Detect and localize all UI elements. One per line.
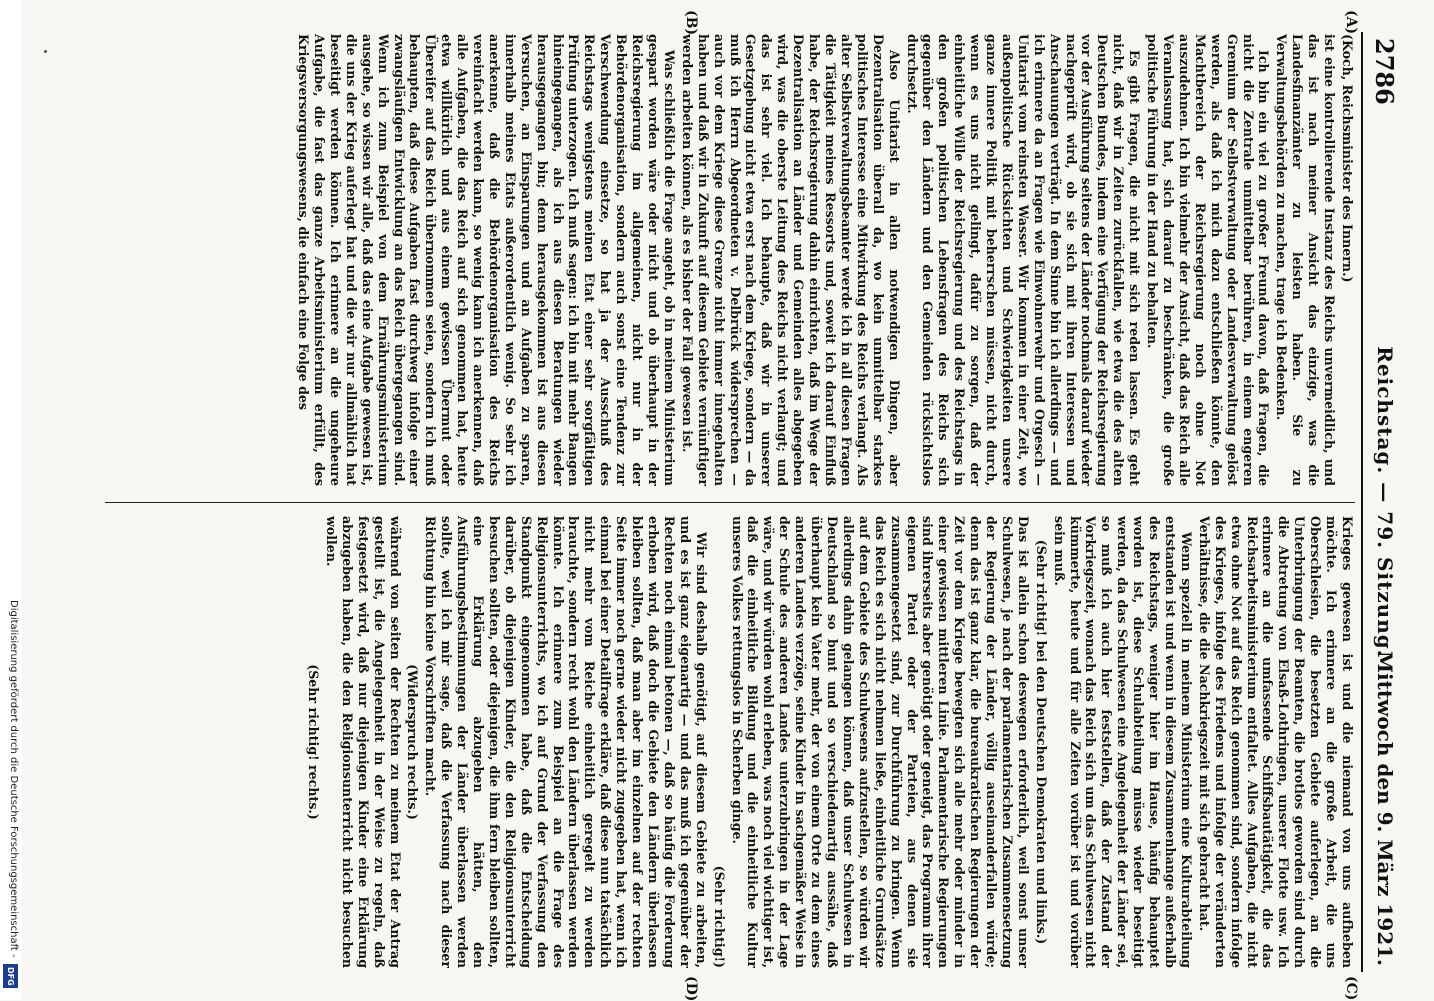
right-paragraph: Krieges gewesen ist und die niemand von uns aufheben möchte. Ich erinnere an die große Arbeit, die uns Oberschlesien, die besetzten Gebiete auferlegen, an die Unterbringung der Beamten, die brotlos geworden sind durch die Abtretung von Elsaß-Lothringen, unserer Flotte usw. Ich erinnere an die umfassende Schiffsbautätigkeit, die das Reichsarbeitsministerium entfaltet. Alles Aufgaben, die nicht etwa ohne Not auf das Reich genommen sind, sondern infolge des Krieges, infolge des Friedens und infolge der veränderten Verhältnisse, die die Nachkriegszeit mit sich gebracht hat. xyxy=(1196,516,1355,968)
interjection: (Sehr richtig! bei den Deutschen Demokraten und links.) xyxy=(1033,539,1049,945)
left-paragraph: Es gibt Fragen, die nicht mit sich reden lassen. Es geht nicht, daß wir in Zeiten zurückfallen, wie etwa die des alten Deutschen Bundes, indem eine Verfügung der Reichsregierung vor der Ausführung seitens der Länder nochmals darauf wieder nachgeprüft wird, ob sie sich mit ihren Interessen und Anschauungen verträgt. In dem Sinne bin ich allerdings — und ich erinnere da an Fragen wie Einwohnerwehr und Orgesch — Unitarist vom reinsten Wasser. Wir kommen in einer Zeit, wo außenpolitische Rücksichten und Schwierigkeiten unsere ganze innere Politik mit beherrschen müssen, nicht durch, wenn es uns nicht gelingt, dafür zu sorgen, daß der einheitliche Wille der Reichsregierung und des Reichstags in den großen politischen Lebensfragen des Reichs sich gegenüber den Ländern und den Gemeinden rücksichtslos durchsetzt. xyxy=(904,34,1143,486)
right-paragraph: Wenn speziell in meinem Ministerium eine Kulturabteilung entstanden ist und wenn in diesem Zusammenhange außerhalb des Reichstags, weniger hier im Hause, häufig behauptet worden ist, diese Schulabteilung müsse wieder beseitigt werden, da das Schulwesen eine Angelegenheit der Länder sei, so muß ich auch hier feststellen, daß der Zustand der Vorkriegszeit, wonach das Reich sich um das Schulwesen nicht kümmerte, heute und für alle Zeiten vorüber ist und vorüber sein muß. xyxy=(1051,516,1194,968)
margin-marker-c: (C) xyxy=(1343,976,1359,1001)
interjection: (Sehr richtig! rechts.) xyxy=(306,664,321,820)
interjection: (Sehr richtig!) xyxy=(711,865,727,968)
margin-marker-a: (A) xyxy=(1343,10,1359,35)
page-date: Mittwoch den 9. März 1921. xyxy=(1373,650,1397,966)
right-paragraph: Wir sind deshalb genötigt, auf diesem Gebiete zu arbeiten, und es ist ganz eigenartig — und das muß ich gegenüber der Rechten noch einmal betonen —, daß so häufig die Forderung erhoben wird, daß doch die Gebiete den Ländern überlassen bleiben sollten, daß man aber im einzelnen auf der rechten Seite immer noch gerne wieder nicht zugegeben hat, wenn ich einmal bei einer Detailfrage erkläre, daß diese nun tatsächlich nicht mehr vom Reiche einheitlich geregelt zu werden brauchte, sondern recht wohl den Ländern überlassen werden könnte. Ich erinnere zum Beispiel an die Frage des Religionsunterrichts, wo ich auf Grund der Verfassung den Standpunkt eingenommen habe, daß die Entscheidung darüber, ob diejenigen Kinder, die den Religionsunterricht besuchen sollten, oder diejenigen, die ihm fern bleiben sollten, eine Erklärung abzugeben hätten, den Ausführungsbestimmungen der Länder überlassen werden sollte, weil ich mir sage, daß die Verfassung nach dieser Richtung hin keine Vorschriften macht. xyxy=(423,516,709,968)
left-paragraph: (Koch, Reichsminister des Innern.) xyxy=(1340,34,1355,283)
page-header xyxy=(1361,32,1405,972)
margin-marker-b: (B) xyxy=(683,10,699,36)
scan-speck xyxy=(44,50,47,53)
right-paragraph: während von seiten der Rechten zu meinem Etat der Antrag gestellt ist, die Angelegenheit in der Weise zu regeln, daß festgesetzt wird, daß nur diejenigen Kinder eine Erklärung abzugeben haben, die den Religionsunterricht nicht besuchen wollen. xyxy=(323,516,403,968)
dfg-logo-icon: DFG xyxy=(3,964,18,988)
page-number: 2786 xyxy=(1370,38,1399,105)
left-paragraph: ist eine kontrollierende Instanz des Reichs unvermeidlich, und das ist nach meiner Ansicht das einzige, was die Landesfinanzämter zu leisten haben. Sie zu Verwaltungsbehörden zu machen, trage ich Bedenken. xyxy=(1274,34,1338,486)
column-divider xyxy=(105,502,1355,503)
page-title: Reichstag. — 79. Sitzung. xyxy=(1373,346,1397,658)
right-column xyxy=(95,516,1355,968)
digitization-credit-text: Digitalisierung gefördert durch die Deutsche Forschungsgemeinschaft - xyxy=(8,600,19,958)
digitization-credit-strip xyxy=(0,0,22,1000)
scanned-page xyxy=(85,10,1405,1001)
left-paragraph: Also Unitarist in allen notwendigen Dingen, aber Dezentralisation überall da, wo kein unmittelbar starkes politisches Interesse eine Mitwirkung des Reichs verlangt. Als alter Selbstverwaltungsbeamter werde ich in all diesen Fragen die Tätigkeit meines Ressorts und, soweit ich darauf Einfluß habe, der Reichsregierung dahin einrichten, daß im Wege der Dezentralisation an Länder und Gemeinden alles abgegeben wird, was die oberste Leitung des Reichs nicht verlangt; und das ist sehr viel. Ich behaupte, daß wir in unserer Gesetzgebung nicht etwa erst nach dem Kriege, sondern — da muß ich Herrn Abgeordneten v. Delbrück widersprechen — auch vor dem Kriege diese Grenze nicht immer innegehalten haben und daß wir in Zukunft auf diesem Gebiete vernünftiger werden arbeiten können, als es bisher der Fall gewesen ist. xyxy=(679,34,902,486)
left-paragraph: Was schließlich die Frage angeht, ob in meinem Ministerium gespart worden wäre oder nicht und ob überhaupt in der Reichsregierung im allgemeinen, nicht nur in der Behördenorganisation, sondern auch sonst eine Tendenz zur Verschwendung einsetze, so hat ja der Ausschuß des Reichstags wenigstens meinen Etat einer sehr sorgfältigen Prüfung unterzogen. Ich muß sagen: ich bin mit mehr Bangen hineingegangen, als ich aus diesen Beratungen wieder herausgegangen bin; denn herausgekommen ist aus diesen Versuchen, an Einsparungen und an Aufgaben zu sparen, innerhalb meines Etats außerordentlich wenig. So sehr ich anerkenne, daß die Behördenorganisation des Reichs vereinfacht werden kann, so wenig kann ich anerkennen, daß alle Aufgaben, die das Reich auf sich genommen hat, heute etwa willkürlich und aus einem gewissen Übermut oder Übereifer auf das Reich übernommen seien, sondern ich muß behaupten, daß diese Aufgaben fast durchweg infolge einer zwangsläufigen Entwicklung an das Reich übergegangen sind. Wenn ich zum Beispiel von dem Ernährungsministerium ausgehe, so wissen wir alle, daß das eine Aufgabe gewesen ist, die uns der Krieg auferlegt hat und die wir nur allmählich hat beseitigt werden können. Ich erinnere an die ungeheure Aufgabe, die fast das ganze Arbeitsministerium erfüllt, des Kriegsversorgungswesens, die einfach eine Folge des xyxy=(296,34,677,486)
interjection: (Widerspruch rechts.) xyxy=(405,664,421,820)
margin-marker-d: (D) xyxy=(683,976,699,1001)
left-paragraph: Ich bin ein viel zu großer Freund davon, daß Fragen, die nicht die Zentrale unmittelbar berühren, in einem engeren Gremium der Selbstverwaltung oder Landesverwaltung gelöst werden, als daß ich mich dazu entschließen könnte, den Machtbereich der Reichsregierung noch ohne Not auszudehnen. Ich bin vielmehr der Ansicht, daß das Reich alle Veranlassung hat, sich darauf zu beschränken, die große politische Führung in der Hand zu behalten. xyxy=(1145,34,1272,486)
right-paragraph: Das ist allein schon deswegen erforderlich, weil sonst unser Schulwesen, je nach der parlamentarischen Zusammensetzung der Regierung der Länder, völlig auseinanderfallen würde; denn das ist ganz klar, die bureaukratischen Regierungen der Zeit vor dem Kriege bewegten sich alle mehr oder minder in einer gewissen mittleren Linie. Parlamentarische Regierungen sind ihrerseits aber genötigt oder geneigt, das Programm ihrer eigenen Partei oder der Parteien, aus denen sie zusammengesetzt sind, zur Durchführung zu bringen. Wenn das Reich es sich nicht nehmen ließe, einheitliche Grundsätze auf dem Gebiete des Schulwesens aufzustellen, so würden wir allerdings dahin gelangen können, daß unser Schulwesen in Deutschland so bunt und so verschiedenartig aussähe, daß überhaupt kein Vater mehr, der von einem Orte zu dem eines anderen Landes verzöge, seine Kinder in sachgemäßer Weise in der Schule des anderen Landes unterzubringen in der Lage wäre, und wir würden wohl erleben, was noch viel wichtiger ist, daß die einheitliche Bildung und die einheitliche Kultur unseres Volkes rettungslos in Scherben ginge. xyxy=(729,516,1031,968)
left-column xyxy=(95,34,1355,486)
